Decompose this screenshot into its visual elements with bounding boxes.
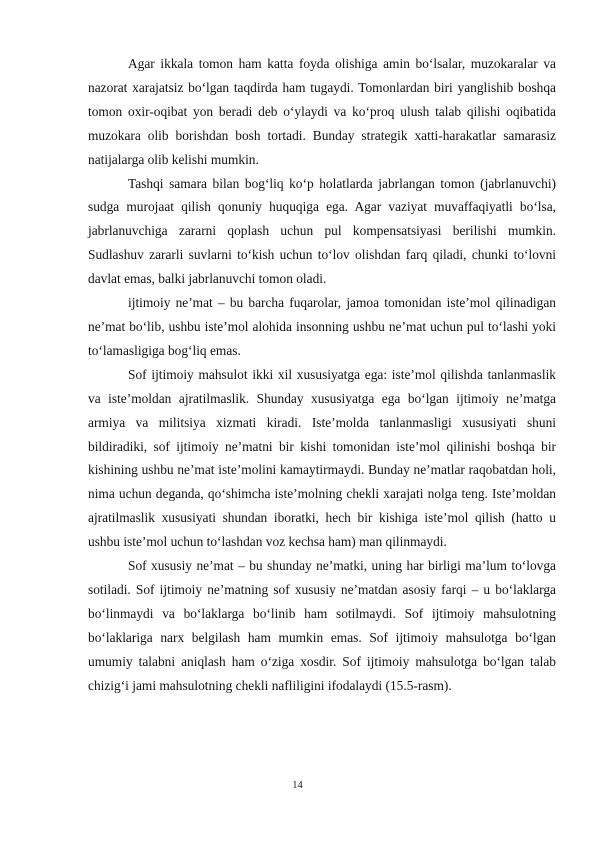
paragraph-2: Tashqi samara bilan bog‘liq ko‘p holatlarda jabrlangan tomon (jabrlanuvchi) sudga murojaat qilish qonuniy huquqiga ega. Agar vaziyat muvaffaqiyatli bo‘lsa, jabrlanuvchiga zararni qoplash uchun pul kompensatsiyasi berilishi mumkin. Sudlashuv zararli suvlarni to‘kish uchun to‘lov olishdan farq qiladi, chunki to‘lovni davlat emas, balki jabrlanuvchi tomon oladi. xyxy=(88,175,556,287)
paragraph-3: ijtimoiy ne’mat – bu barcha fuqarolar, jamoa tomonidan iste’mol qilinadigan ne’mat bo‘lib, ushbu iste’mol alohida insonning ushbu ne’mat uchun pul to‘lashi yoki to‘lamasligiga bog‘liq emas. xyxy=(88,295,556,358)
paragraph-4: Sof ijtimoiy mahsulot ikki xil xususiyatga ega: iste’mol qilishda tanlanmaslik va iste’moldan ajratilmaslik. Shunday xususiyatga ega bo‘lgan ijtimoiy ne’matga armiya va militsiya xizmati kiradi. Iste’molda tanlanmasligi xususiyati shuni bildiradiki, sof ijtimoiy ne’matni bir kishi tomonidan iste’mol qilinishi boshqa bir kishining ushbu ne’mat iste’molini kamaytirmaydi. Bunday ne’matlar raqobatdan holi, nima uchun deganda, qo‘shimcha iste’molning chekli xarajati nolga teng. Iste’moldan ajratilmaslik xususiyati shundan iboratki, hech bir kishiga iste’mol qilish (hatto u ushbu iste’mol uchun to‘lashdan voz kechsa ham) man qilinmaydi. xyxy=(88,366,556,550)
page-number: 14 xyxy=(292,780,303,791)
paragraph-5: Sof xususiy ne’mat – bu shunday ne’matki, uning har birligi ma’lum to‘lovga sotiladi. Sof ijtimoiy ne’matning sof xususiy ne’matdan asosiy farqi – u bo‘laklarga bo‘linmaydi va bo‘laklarga bo‘linib ham sotilmaydi. Sof ijtimoiy mahsulotning bo‘laklariga narx belgilash ham mumkin emas. Sof ijtimoiy mahsulotga bo‘lgan umumiy talabni aniqlash ham o‘ziga xosdir. Sof ijtimoiy mahsulotga bo‘lgan talab chizig‘i jami mahsulotning chekli nafliligini ifodalaydi (15.5-rasm). xyxy=(88,558,556,693)
body-text xyxy=(88,52,556,697)
paragraph-1: Agar ikkala tomon ham katta foyda olishiga amin bo‘lsalar, muzokaralar va nazorat xarajatsiz bo‘lgan taqdirda ham tugaydi. Tomonlardan biri yanglishib boshqa tomon oxir-oqibat yon beradi deb o‘ylaydi va ko‘proq ulush talab qilishi oqibatida muzokara olib borishdan bosh tortadi. Bunday strategik xatti-harakatlar samarasiz natijalarga olib kelishi mumkin. xyxy=(88,56,556,167)
